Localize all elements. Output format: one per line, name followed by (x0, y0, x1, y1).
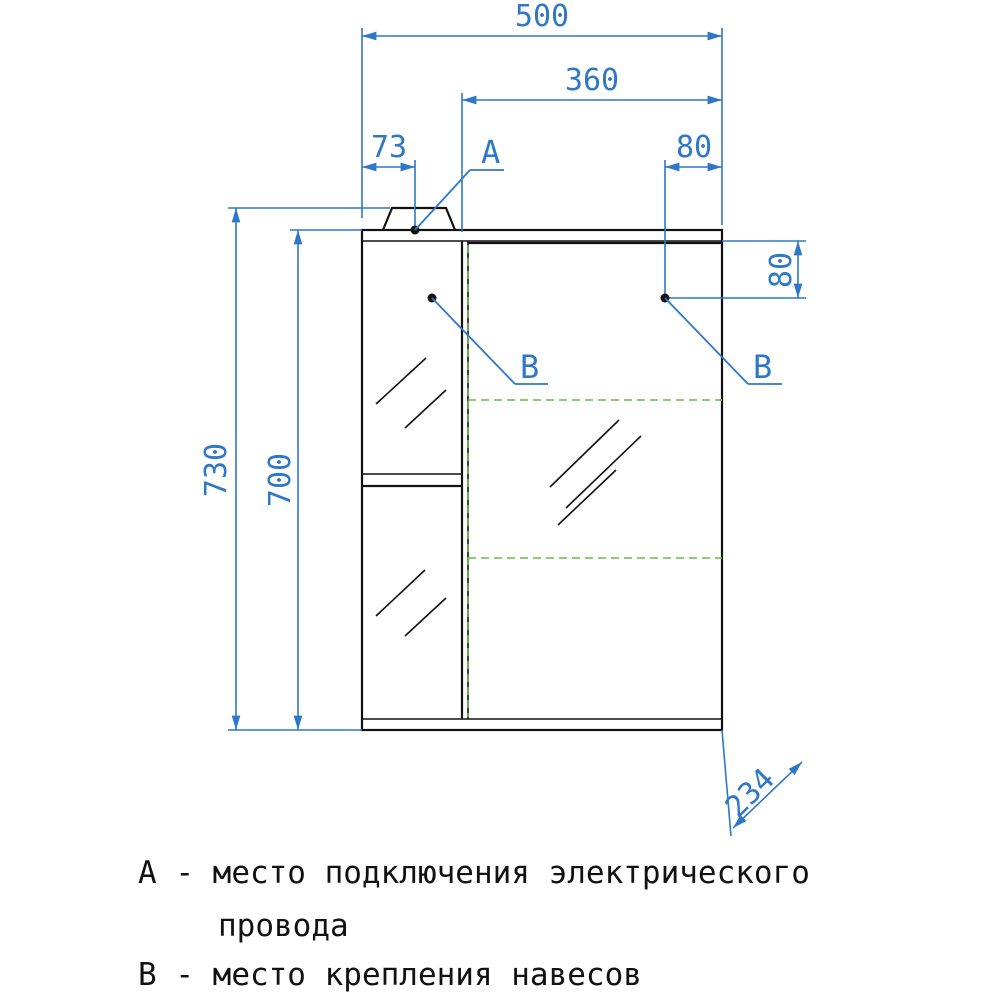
dimension-730-label: 730 (199, 442, 234, 498)
dimension-500-label: 500 (514, 0, 570, 34)
dimension-depth (719, 730, 802, 836)
dimension-overall-width (362, 0, 722, 225)
callout-a (411, 133, 505, 235)
legend-a-line: A - место подключения электрического (138, 855, 810, 891)
callout-b-right-label: B (753, 348, 773, 386)
dimension-offset-a (362, 130, 415, 228)
dimension-700-label: 700 (263, 452, 298, 508)
dimension-360-label: 360 (564, 63, 620, 98)
legend-b-line: B - место крепления навесов (138, 957, 642, 993)
dimension-80-label: 80 (675, 130, 713, 165)
dimension-234-label: 234 (718, 761, 782, 825)
callout-b-left-label: B (520, 348, 540, 386)
cabinet-outline (362, 208, 722, 730)
dimension-offset-b-top (668, 241, 806, 298)
dimension-body-height (263, 230, 362, 730)
dimension-80-vertical-label: 80 (764, 251, 799, 289)
legend-a-continuation: провода (218, 908, 349, 944)
dimension-offset-b-right (665, 130, 722, 298)
callout-b-left (428, 294, 549, 387)
dimension-73-label: 73 (370, 130, 408, 165)
callout-a-label: A (481, 133, 501, 171)
